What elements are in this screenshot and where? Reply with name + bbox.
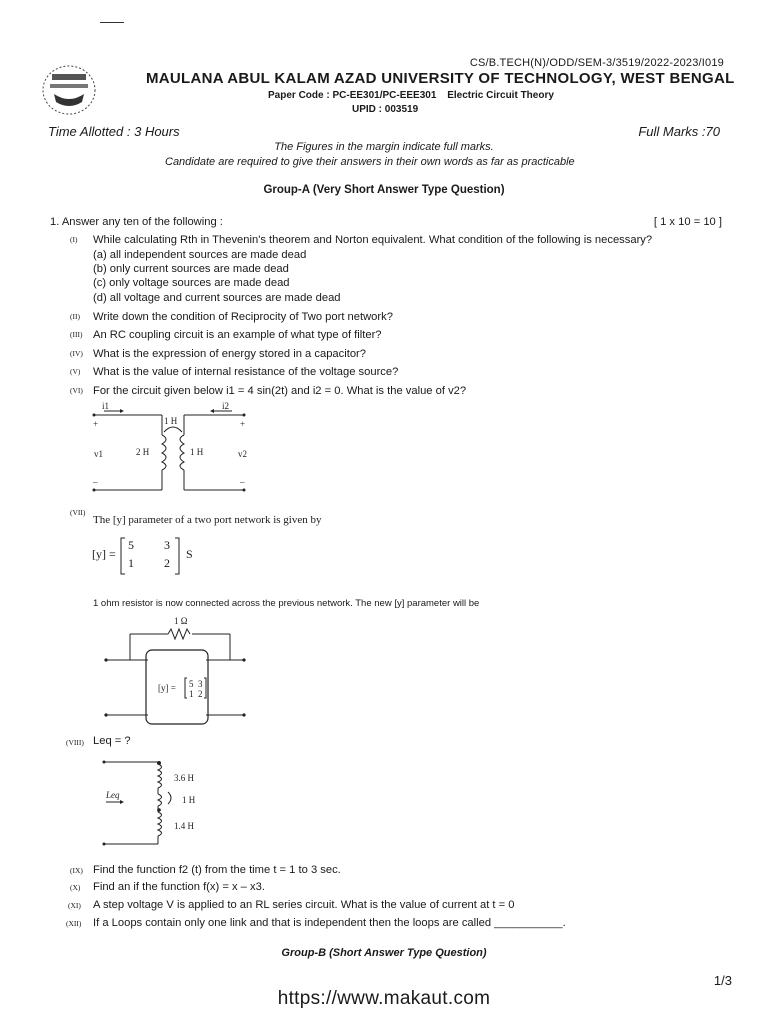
item-number-1: (I) <box>70 235 78 244</box>
item-number-7: (VII) <box>70 508 86 517</box>
resistor-label: 1 Ω <box>174 616 188 626</box>
label-v1: v1 <box>94 449 103 459</box>
paper-code: PC-EE301/PC-EEE301 <box>332 90 437 101</box>
item-number-10: (X) <box>70 883 81 892</box>
option-a: (a) all independent sources are made dead <box>93 249 307 261</box>
time-allotted: Time Allotted : 3 Hours <box>48 124 180 139</box>
figure-coupled-inductors <box>84 400 264 500</box>
subject-name: Electric Circuit Theory <box>447 90 554 101</box>
source-url[interactable]: https://www.makaut.com <box>277 988 491 1009</box>
box-y12: 3 <box>198 679 203 689</box>
minus-right: – <box>240 477 245 487</box>
matrix-y22: 2 <box>164 556 170 570</box>
label-i1: i1 <box>102 401 110 411</box>
item-number-5: (V) <box>70 367 81 376</box>
label-l2: 1 H <box>190 447 204 457</box>
y-parameter-matrix <box>92 536 202 576</box>
leq-label: Leq <box>106 790 120 800</box>
item-7-followup: 1 ohm resistor is now connected across the previous network. The new [y] parameter will be <box>93 598 480 609</box>
item-number-2: (II) <box>70 312 80 321</box>
item-text-10: Find an if the function f(x) = x – x3. <box>93 881 265 893</box>
item-text-11: A step voltage V is applied to an RL series circuit. What is the value of current at t = 0 <box>93 899 515 911</box>
item-text-12: If a Loops contain only one link and that is independent then the loops are called ___________. <box>93 917 566 929</box>
item-number-6: (VI) <box>70 386 83 395</box>
item-text-3: An RC coupling circuit is an example of what type of filter? <box>93 329 382 341</box>
question-1-label: 1. Answer any ten of the following : <box>50 216 223 228</box>
item-number-4: (IV) <box>70 349 83 358</box>
instruction-own-words: Candidate are required to give their answers in their own words as far as practicable <box>165 156 575 168</box>
group-b-title: Group-B (Short Answer Type Question) <box>281 947 487 959</box>
top-mark <box>100 22 124 23</box>
item-number-8: (VIII) <box>66 738 84 747</box>
item-text-1: While calculating Rth in Thevenin's theorem and Norton equivalent. What condition of the following is necessary? <box>93 234 653 246</box>
question-1-marks: [ 1 x 10 = 10 ] <box>653 216 722 228</box>
box-y22: 2 <box>198 689 203 699</box>
item-text-5: What is the value of internal resistance of the voltage source? <box>93 366 399 378</box>
plus-left: + <box>93 419 99 429</box>
inductor-label-1: 3.6 H <box>174 773 194 783</box>
plus-right: + <box>240 419 246 429</box>
page-number: 1/3 <box>713 973 732 988</box>
item-text-7: The [y] parameter of a two port network is given by <box>93 514 322 526</box>
item-text-6: For the circuit given below i1 = 4 sin(2t) and i2 = 0. What is the value of v2? <box>93 385 467 397</box>
mutual-label: 1 H <box>182 795 196 805</box>
box-y11: 5 <box>189 679 194 689</box>
university-logo <box>40 62 98 118</box>
minus-left: – <box>93 477 98 487</box>
matrix-y21: 1 <box>128 556 134 570</box>
inductor-label-2: 1.4 H <box>174 821 194 831</box>
university-name: MAULANA ABUL KALAM AZAD UNIVERSITY OF TECHNOLOGY, WEST BENGAL <box>146 70 735 87</box>
item-text-8: Leq = ? <box>93 735 131 747</box>
box-y21: 1 <box>189 689 194 699</box>
item-text-4: What is the expression of energy stored in a capacitor? <box>93 348 366 360</box>
option-b: (b) only current sources are made dead <box>93 263 289 275</box>
item-text-2: Write down the condition of Reciprocity of Two port network? <box>93 311 393 323</box>
label-l1: 2 H <box>136 447 150 457</box>
group-a-title: Group-A (Very Short Answer Type Question) <box>263 184 505 196</box>
matrix-y12: 3 <box>164 538 170 552</box>
item-number-11: (XI) <box>68 901 81 910</box>
upid: UPID : 003519 <box>352 104 419 115</box>
label-v2: v2 <box>238 449 247 459</box>
paper-reference: CS/B.TECH(N)/ODD/SEM-3/3519/2022-2023/I019 <box>469 57 724 69</box>
figure-two-port-resistor <box>96 612 246 730</box>
option-d: (d) all voltage and current sources are made dead <box>93 292 341 304</box>
item-number-3: (III) <box>70 330 83 339</box>
label-i2: i2 <box>222 401 230 411</box>
instruction-figures: The Figures in the margin indicate full marks. <box>274 141 494 153</box>
full-marks: Full Marks :70 <box>638 124 720 139</box>
matrix-y11: 5 <box>128 538 134 552</box>
paper-code-line <box>268 90 554 101</box>
label-mutual: 1 H <box>164 416 178 426</box>
matrix-unit: S <box>186 547 193 561</box>
figure-series-inductors <box>96 752 216 852</box>
item-text-9: Find the function f2 (t) from the time t = 1 to 3 sec. <box>93 864 341 876</box>
paper-code-label: Paper Code : <box>268 90 330 101</box>
item-number-9: (IX) <box>70 866 83 875</box>
item-number-12: (XII) <box>66 919 82 928</box>
option-c: (c) only voltage sources are made dead <box>93 277 290 289</box>
matrix-label: [y] = <box>92 547 116 561</box>
box-label: [y] = <box>158 683 176 693</box>
